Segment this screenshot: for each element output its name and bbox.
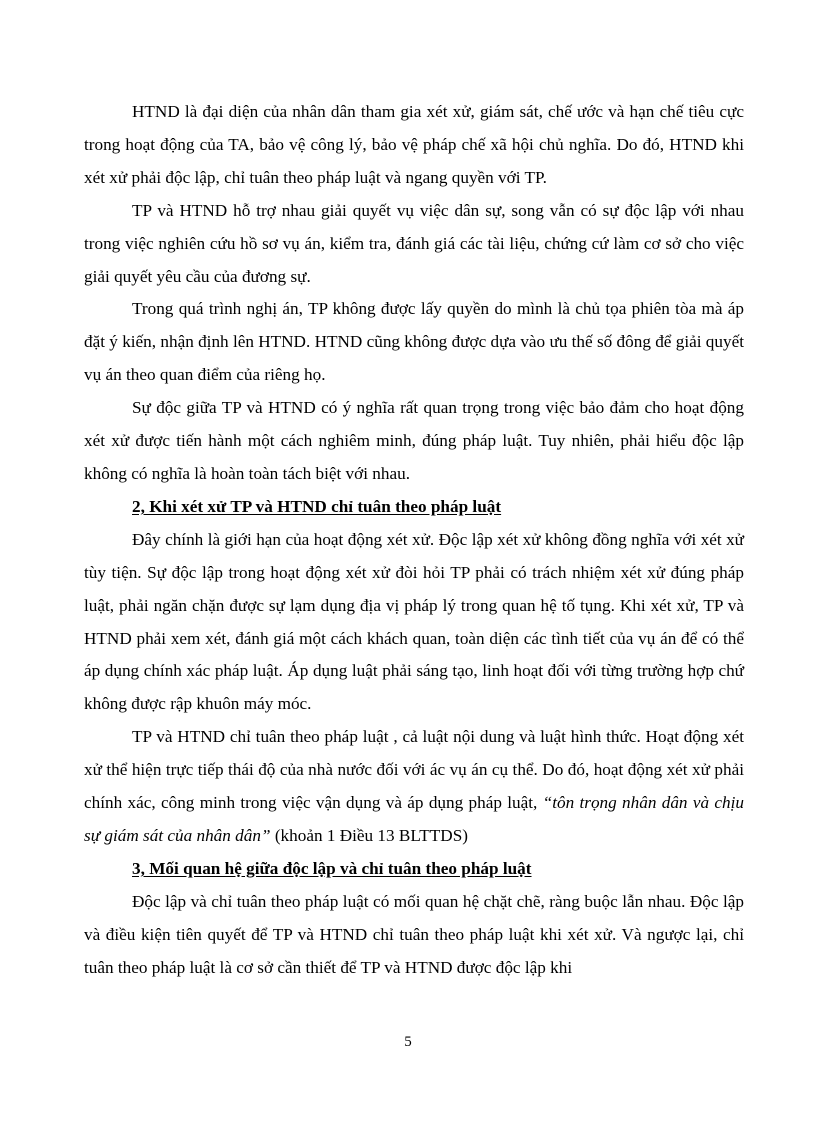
section-heading-3: 3, Mối quan hệ giữa độc lập và chỉ tuân theo pháp luật xyxy=(132,858,532,878)
paragraph-follow-law xyxy=(84,721,744,853)
quote-citation: “tôn trọng nhân dân và chịu sự giám sát của nhân dân” xyxy=(84,793,744,845)
paragraph-deliberation: Trong quá trình nghị án, TP không được lấy quyền do mình là chủ tọa phiên tòa mà áp đặt ý kiến, nhận định lên HTND. HTND cũng không được dựa vào ưu thế số đông để giải quyết vụ án theo quan điểm của riêng họ. xyxy=(84,299,744,385)
paragraph-limits-of-trial: Đây chính là giới hạn của hoạt động xét xử. Độc lập xét xử không đồng nghĩa với xét xử tùy tiện. Sự độc lập trong hoạt động xét xử đòi hỏi TP phải có trách nhiệm xét xử đúng pháp luật, phải ngăn chặn được sự lạm dụng địa vị pháp lý trong quan hệ tố tụng. Khi xét xử, TP và HTND phải xem xét, đánh giá một cách khách quan, toàn diện các tình tiết của vụ án để có thể áp dụng chính xác pháp luật. Áp dụng luật phải sáng tạo, linh hoạt đối với từng trường hợp chứ không được rập khuôn máy móc. xyxy=(84,529,744,714)
paragraph-relationship: Độc lập và chỉ tuân theo pháp luật có mối quan hệ chặt chẽ, ràng buộc lẫn nhau. Độc lập và điều kiện tiên quyết để TP và HTND chỉ tuân theo pháp luật khi xét xử. Và ngược lại, chỉ tuân theo pháp luật là cơ sở cần thiết để TP và HTND được độc lập khi xyxy=(84,891,744,977)
paragraph-tp-htnd-support: TP và HTND hỗ trợ nhau giải quyết vụ việc dân sự, song vẫn có sự độc lập với nhau trong việc nghiên cứu hồ sơ vụ án, kiểm tra, đánh giá các tài liệu, chứng cứ làm cơ sở cho việc giải quyết yêu cầu của đương sự. xyxy=(84,200,744,286)
paragraph-htnd-role: HTND là đại diện của nhân dân tham gia xét xử, giám sát, chế ước và hạn chế tiêu cực trong hoạt động của TA, bảo vệ công lý, bảo vệ pháp chế xã hội chủ nghĩa. Do đó, HTND khi xét xử phải độc lập, chỉ tuân theo pháp luật và ngang quyền với TP. xyxy=(84,102,744,187)
paragraph-independence-meaning: Sự độc giữa TP và HTND có ý nghĩa rất quan trọng trong việc bảo đảm cho hoạt động xét xử được tiến hành một cách nghiêm minh, đúng pháp luật. Tuy nhiên, phải hiểu độc lập không có nghĩa là hoàn toàn tách biệt với nhau. xyxy=(84,398,744,483)
document-body xyxy=(84,96,744,984)
legal-reference: (khoản 1 Điều 13 BLTTDS) xyxy=(270,825,468,845)
page-number: 5 xyxy=(404,1034,412,1050)
section-heading-2: 2, Khi xét xử TP và HTND chỉ tuân theo pháp luật xyxy=(132,496,502,516)
paragraph-follow-law-text: TP và HTND chỉ tuân theo pháp luật , cả luật nội dung và luật hình thức. Hoạt động xét xử thể hiện trực tiếp thái độ của nhà nước đối với ác vụ án cụ thể. Do đó, hoạt động xét xử phải chính xác, công minh trong việc vận dụng và áp dụng pháp luật, xyxy=(84,727,744,813)
